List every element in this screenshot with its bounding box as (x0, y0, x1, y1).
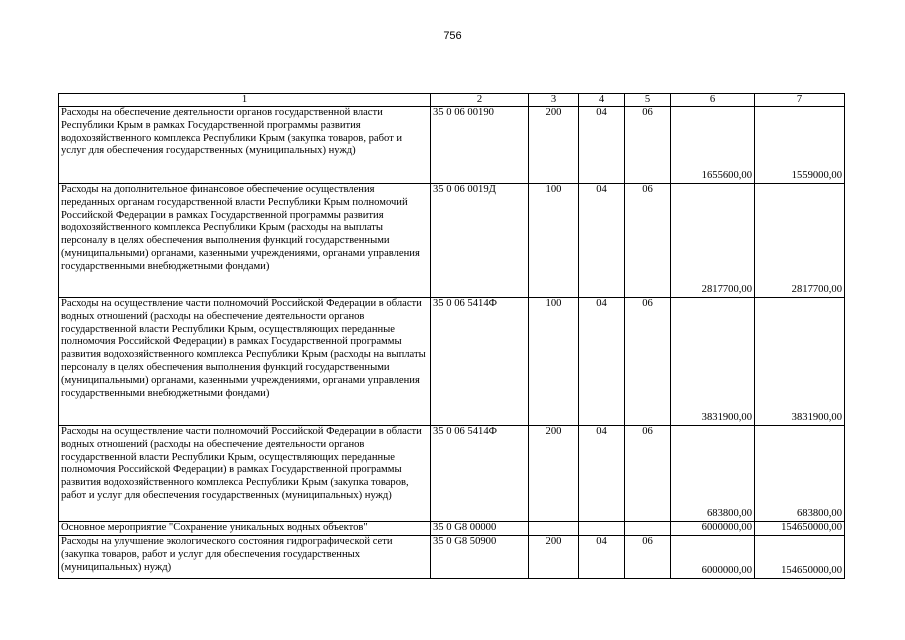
row-col5-cell (625, 522, 671, 536)
table-row (59, 536, 845, 579)
row-amount2-cell: 154650000,00 (755, 522, 845, 536)
row-col5-cell: 06 (625, 426, 671, 522)
row-col3-cell: 200 (529, 426, 579, 522)
row-amount2-cell: 683800,00 (755, 426, 845, 522)
row-name-cell: Расходы на дополнительное финансовое обеспечение осуществления переданных органам государственной власти Республики Крым полномочий Российской Федерации в рамках Государственной программы развития водохозяйственного комплекса Республики Крым (расходы на выплаты персоналу в целях обеспечения выполнения функций государственными (муниципальными) органами, казенными учреждениями, органами управления государственными внебюджетными фондами) (59, 184, 431, 298)
table-row (59, 426, 845, 522)
page-number: 756 (443, 30, 462, 42)
row-name-cell: Основное мероприятие "Сохранение уникальных водных объектов" (59, 522, 431, 536)
row-code-cell: 35 0 G8 00000 (431, 522, 529, 536)
row-amount1-cell: 683800,00 (671, 426, 755, 522)
table-row (59, 184, 845, 298)
row-amount1-cell: 2817700,00 (671, 184, 755, 298)
row-col5-cell: 06 (625, 536, 671, 579)
row-col3-cell: 200 (529, 107, 579, 184)
row-col4-cell: 04 (579, 426, 625, 522)
table-row (59, 298, 845, 426)
header-cell-3: 3 (529, 94, 579, 107)
row-amount1-cell: 1655600,00 (671, 107, 755, 184)
row-amount1-cell: 6000000,00 (671, 522, 755, 536)
row-name-cell: Расходы на осуществление части полномочий Российской Федерации в области водных отношений (расходы на обеспечение деятельности органов государственной власти Республики Крым, осуществляющих переданные полномочия Российской Федерации) в рамках Государственной программы развития водохозяйственного комплекса Республики Крым (расходы на выплаты персоналу в целях обеспечения выполнения функций государственными (муниципальными) органами, казенными учреждениями, органами управления государственными внебюджетными фондами) (59, 298, 431, 426)
header-cell-2: 2 (431, 94, 529, 107)
row-code-cell: 35 0 06 0019Д (431, 184, 529, 298)
row-col4-cell: 04 (579, 107, 625, 184)
budget-table (58, 93, 845, 579)
row-col3-cell: 100 (529, 298, 579, 426)
row-name-cell: Расходы на обеспечение деятельности органов государственной власти Республики Крым в рамках Государственной программы развития водохозяйственного комплекса Республики Крым (закупка товаров, работ и услуг для обеспечения государственных (муниципальных) нужд) (59, 107, 431, 184)
header-cell-1: 1 (59, 94, 431, 107)
row-col4-cell (579, 522, 625, 536)
row-code-cell: 35 0 06 00190 (431, 107, 529, 184)
row-col5-cell: 06 (625, 184, 671, 298)
row-code-cell: 35 0 06 5414Ф (431, 426, 529, 522)
table-row (59, 522, 845, 536)
row-name-cell: Расходы на осуществление части полномочий Российской Федерации в области водных отношений (расходы на обеспечение деятельности органов государственной власти Республики Крым, осуществляющих переданные полномочия Российской Федерации) в рамках Государственной программы развития водохозяйственного комплекса Республики Крым (закупка товаров, работ и услуг для обеспечения государственных (муниципальных) нужд) (59, 426, 431, 522)
header-cell-6: 6 (671, 94, 755, 107)
row-amount2-cell: 2817700,00 (755, 184, 845, 298)
row-col4-cell: 04 (579, 298, 625, 426)
table-row (59, 107, 845, 184)
row-amount2-cell: 1559000,00 (755, 107, 845, 184)
row-amount1-cell: 6000000,00 (671, 536, 755, 579)
row-col5-cell: 06 (625, 107, 671, 184)
table-header-row (59, 94, 845, 107)
row-col5-cell: 06 (625, 298, 671, 426)
header-cell-4: 4 (579, 94, 625, 107)
row-code-cell: 35 0 G8 50900 (431, 536, 529, 579)
row-code-cell: 35 0 06 5414Ф (431, 298, 529, 426)
row-amount2-cell: 154650000,00 (755, 536, 845, 579)
header-cell-5: 5 (625, 94, 671, 107)
row-col3-cell (529, 522, 579, 536)
row-amount2-cell: 3831900,00 (755, 298, 845, 426)
row-col3-cell: 100 (529, 184, 579, 298)
row-name-cell: Расходы на улучшение экологического состояния гидрографической сети (закупка товаров, работ и услуг для обеспечения государственных (муниципальных) нужд) (59, 536, 431, 579)
row-col4-cell: 04 (579, 536, 625, 579)
row-col3-cell: 200 (529, 536, 579, 579)
row-col4-cell: 04 (579, 184, 625, 298)
header-cell-7: 7 (755, 94, 845, 107)
row-amount1-cell: 3831900,00 (671, 298, 755, 426)
